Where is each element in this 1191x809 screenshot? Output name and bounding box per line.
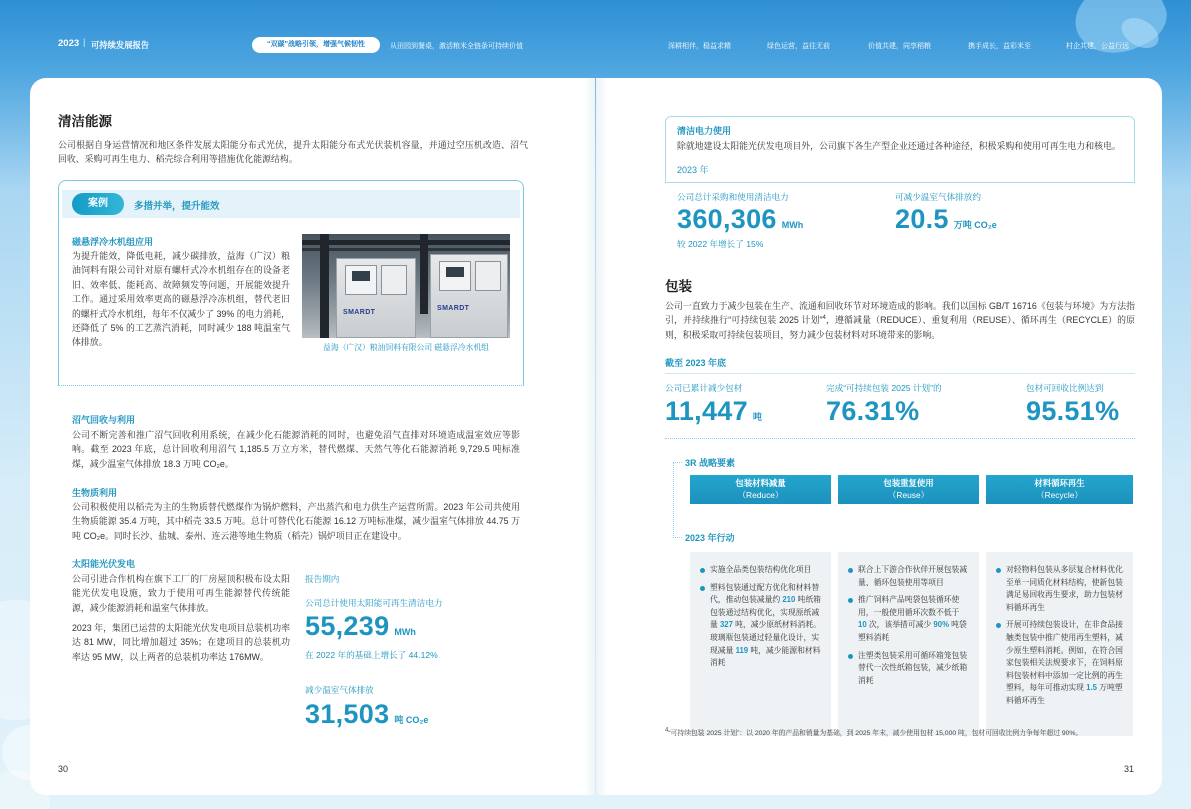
clean-power-stat-unit: MWh	[781, 220, 804, 230]
highlight-number: 10	[858, 620, 867, 630]
nav-tab-5[interactable]: 村企共建，公益行远	[1066, 43, 1129, 50]
chiller-photo	[302, 234, 510, 338]
chiller-body: 为提升能效，降低电耗，减少碳排放，益海（广汉）粮油饲料有限公司针对原有螺杆式冷水机组存在的设备老旧、效率低、能耗高、故障频发等问题，开展能效提升工作。通过采用效率更高的磁悬浮冷冻机组，替代老旧的螺杆式冷水机组，每年不仅减少了 39% 的电力消耗，还降低了 5% 的工艺蒸汽消耗，同时减少 188 吨温室气体排放。	[72, 251, 290, 348]
nav-tab-subtitle[interactable]: 从田园到餐桌，激活粮米全链条可持续价值	[390, 43, 523, 50]
highlight-number: 327	[719, 620, 733, 630]
decorative-fish-shape	[1064, 0, 1175, 68]
page-fold	[585, 78, 607, 795]
action-item	[700, 582, 821, 670]
highlight-number: 119	[735, 645, 749, 655]
clean-power-year: 2023 年	[677, 165, 709, 175]
nav-tab-2[interactable]: 绿色运营，益往无前	[767, 43, 830, 50]
ghg-stat-value-row	[305, 700, 428, 728]
biogas-body: 公司不断完善和推广沼气回收利用系统，在减少化石能源消耗的同时，也避免沼气直排对环境造成温室效应等影响。截至 2023 年底，总计回收利用沼气 1,185.5 万立方米，替代燃煤、天然气等化石能源消耗 9,729.5 吨标准煤，减少温室气体排放 18.3 万吨 CO₂e。	[72, 430, 520, 469]
chiller-unit-left	[336, 258, 416, 338]
reporting-period-label: 报告期内	[305, 574, 340, 584]
text-segment: 公司一直致力于减少包装在生产、流通和回收环节对环境造成的影响。我们以国标 GB/T 16716《包装与环境》为方法指引，并持续推行“可持续包装 2025 计划”	[665, 301, 1135, 326]
brand-label: SMARDT	[343, 309, 376, 316]
text-segment: 吨袋塑料消耗	[858, 620, 967, 642]
clean-power-stat-note: 较 2022 年增长了 15%	[677, 239, 764, 249]
ghg-stat-value: 31,503	[305, 699, 390, 729]
header-report-title: 可持续发展报告	[91, 40, 150, 50]
footnote	[665, 729, 1150, 739]
clean-power-title: 清洁电力使用	[677, 126, 732, 136]
packaging-divider	[665, 373, 1135, 374]
packaging-stat-value: 11,447	[665, 396, 748, 426]
chiller-subheading: 磁悬浮冷水机组应用	[72, 237, 154, 247]
solar-stat-value-row	[305, 612, 416, 640]
packaging-stat-value: 76.31%	[826, 396, 920, 426]
text-segment: 开展可持续包装设计，在非食品接触类包装中推广使用再生塑料，减少原生塑料消耗。例如，在符合国家包装相关法规要求下，在饲料原料包装材料中添加一定比例的再生塑料，每年可推动实现	[1006, 620, 1123, 693]
control-screen	[352, 271, 370, 281]
actions-label: 2023 年行动	[685, 533, 735, 543]
footnote-ref: 4	[822, 315, 826, 322]
header-separator: |	[83, 37, 86, 48]
clean-power-body: 除就地建设太阳能光伏发电项目外，公司旗下各生产型企业还通过各种途径，积极采购和使用可再生电力和核电。	[677, 141, 1121, 151]
packaging-body	[665, 299, 1135, 342]
photo-pipe	[420, 234, 428, 314]
strategy-box-reduce	[690, 475, 831, 504]
action-item	[996, 619, 1123, 707]
text-segment: 塑料包装通过配方优化和材料替代，推动包装减量约	[710, 582, 820, 605]
actions-list	[848, 564, 969, 687]
clean-power-stat-value: 360,306	[677, 204, 777, 234]
packaging-stat-unit: 吨	[752, 412, 762, 422]
actions-column-recycle	[986, 552, 1133, 736]
packaging-stat-label: 包材可回收比例达到	[1026, 383, 1104, 393]
ghg-stat-unit: 吨 CO₂e	[394, 715, 429, 725]
dotted-divider	[665, 438, 1135, 439]
highlight-number: 210	[782, 595, 796, 605]
actions-column-reduce	[690, 552, 831, 736]
strategy-connector-tick	[673, 462, 682, 463]
text-segment: 吨，减少原纸材料消耗。玻璃瓶包装通过轻量化设计，实现减量	[710, 620, 821, 655]
section-heading-packaging: 包装	[665, 279, 692, 294]
packaging-stat-row	[826, 397, 919, 425]
packaging-stat-label: 完成“可持续包装 2025 计划”的	[826, 383, 942, 393]
highlight-number: 1.5	[1086, 683, 1097, 693]
nav-tab-active[interactable]: “双碳”战略引领，增强气候韧性	[252, 37, 380, 53]
nav-tab-1[interactable]: 深耕相伴，稳益求精	[668, 43, 731, 50]
text-segment: 次，该举措可减少	[866, 620, 934, 630]
text-segment: ，遵循减量（REDUCE）、重复利用（REUSE）、循环再生（RECYCLE）的原则，积极采取可持续包装项目，努力减少包装材料对环境带来的影响。	[665, 315, 1135, 340]
brand-label: SMARDT	[437, 305, 470, 312]
strategy-box-reuse	[838, 475, 979, 504]
text-segment: 联合上下游合作伙伴开展包装减量、循环包装使用等项目	[858, 565, 968, 587]
clean-energy-intro: 公司根据自身运营情况和地区条件发展太阳能分布式光伏，提升太阳能分布式光伏装机容量，并通过空压机改造、沼气回收、采购可再生电力、稻壳综合利用等措施优化能源结构。	[58, 140, 528, 165]
packaging-as-of: 截至 2023 年底	[665, 358, 727, 368]
chiller-unit-right	[430, 254, 508, 338]
case-title: 多措并举，提升能效	[134, 201, 220, 212]
action-item	[700, 564, 821, 577]
text-segment: 万吨塑料循环再生	[1006, 683, 1123, 705]
strategy-name: 包装材料减量	[735, 478, 786, 488]
packaging-stat-label: 公司已累计减少包材	[665, 383, 743, 393]
packaging-stat-value: 95.51%	[1026, 396, 1120, 426]
solar-heading: 太阳能光伏发电	[72, 559, 136, 569]
photo-caption: 益海（广汉）粮油饲料有限公司 磁悬浮冷水机组	[323, 343, 489, 352]
control-panel	[475, 261, 501, 291]
action-item	[848, 650, 969, 688]
page-number-left: 30	[58, 764, 69, 774]
actions-column-reuse	[838, 552, 979, 736]
text-segment: 注塑类包装采用可循环箱笼包装替代一次性纸箱包装，减少纸箱消耗	[858, 650, 968, 685]
biogas-heading: 沼气回收与利用	[72, 415, 136, 425]
strategy-english: （Reuse）	[888, 489, 929, 500]
strategy-english: （Recycle）	[1036, 489, 1083, 500]
text-segment: 吨，减少能源和材料消耗	[710, 645, 821, 668]
solar-body-2: 2023 年，集团已运营的太阳能光伏发电项目总装机功率达 81 MW，同比增加超过 35%；在建项目的总装机功率达 95 MW，以上两者的总装机功率达 176MW。	[72, 623, 290, 662]
action-item	[848, 564, 969, 589]
clean-power-ghg-label: 可减少温室气体排放约	[895, 192, 981, 202]
clean-power-ghg-unit: 万吨 CO₂e	[953, 220, 997, 230]
solar-stat-label: 公司总计使用太阳能可再生清洁电力	[305, 598, 443, 608]
solar-stat-note: 在 2022 年的基础上增长了 44.12%	[305, 650, 438, 660]
clean-power-stat-row	[677, 205, 803, 233]
actions-list	[700, 564, 821, 670]
text-segment: 推广饲料产品吨袋包装循环使用，一般使用循环次数不低于	[858, 595, 960, 617]
text-segment: 吨纸箱包装通过结构优化，实现原纸减量	[710, 595, 821, 630]
control-panel	[381, 265, 407, 295]
solar-stat-value: 55,239	[305, 611, 390, 641]
control-panel	[345, 265, 377, 295]
strategy-box-recycle	[986, 475, 1133, 504]
section-heading-clean-energy: 清洁能源	[58, 114, 112, 129]
action-item	[996, 564, 1123, 614]
footnote-mark: 4	[665, 727, 669, 734]
strategy-connector-line	[673, 462, 674, 538]
solar-body-1: 公司引进合作机构在旗下工厂的厂房屋顶积极布设太阳能光伏发电设施，致力于使用可再生能源替代传统能源，减少能源消耗和温室气体排放。	[72, 574, 290, 613]
footnote-text: “可持续包装 2025 计划”：以 2020 年的产品和销量为基础，到 2025 年末，减少使用包材 15,000 吨，包材可回收比例力争每年超过 90%。	[668, 730, 1083, 737]
case-badge: 案例	[72, 193, 124, 215]
highlight-number: 90%	[933, 620, 950, 630]
packaging-stat-row	[665, 397, 762, 425]
actions-list	[996, 564, 1123, 708]
action-item	[848, 594, 969, 644]
control-screen	[446, 267, 464, 277]
actions-connector-tick	[673, 537, 682, 538]
case-header-band	[62, 190, 520, 218]
page-number-right: 31	[1124, 764, 1135, 774]
solar-stat-unit: MWh	[394, 627, 416, 637]
text-segment: 实施全品类包装结构优化项目	[710, 565, 812, 574]
strategy-name: 包装重复使用	[883, 478, 934, 488]
photo-pipe	[302, 240, 510, 245]
header-year: 2023	[58, 38, 80, 49]
photo-pipe	[320, 234, 329, 338]
clean-power-ghg-value: 20.5	[895, 204, 949, 234]
clean-power-stat-label: 公司总计采购和使用清洁电力	[677, 192, 789, 202]
text-segment: 对轻物料包装从多层复合材料优化至单一同质化材料结构，使新包装满足易回收再生要求，助力包装材料循环再生	[1006, 565, 1123, 612]
control-panel	[439, 261, 471, 291]
biomass-body: 公司积极使用以稻壳为主的生物质替代燃煤作为锅炉燃料，产出蒸汽和电力供生产运营所需。2023 年公司共使用生物质能源 35.4 万吨，其中稻壳 33.5 万吨。总计可替代化石能源 16.12 万吨标准煤，减少温室气体排放 44.75 万吨 CO₂e。同时长沙、盐城、泰州、连云港等地生物质（稻壳）锅炉项目正在建设中。	[72, 502, 520, 541]
strategy-english: （Reduce）	[737, 489, 784, 500]
strategy-name: 材料循环再生	[1034, 478, 1085, 488]
clean-power-ghg-row	[895, 205, 997, 233]
strategy-label: 3R 战略要素	[685, 458, 736, 468]
biomass-heading: 生物质利用	[72, 488, 118, 498]
nav-tab-4[interactable]: 携手成长，益彩米至	[968, 43, 1031, 50]
photo-pipe	[302, 248, 510, 251]
ghg-stat-label: 减少温室气体排放	[305, 685, 374, 695]
nav-tab-3[interactable]: 价值共建，同享稻粮	[868, 43, 931, 50]
packaging-stat-row	[1026, 397, 1119, 425]
